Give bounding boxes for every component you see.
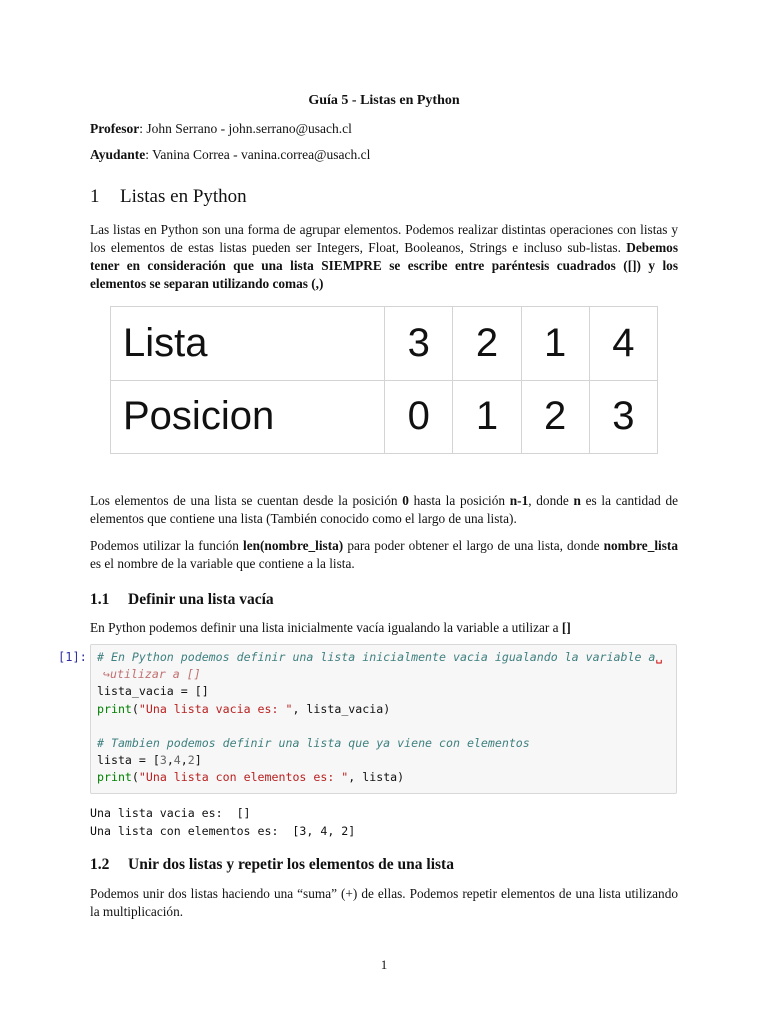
- subsection-heading: [90, 591, 274, 609]
- table-row: [111, 307, 658, 381]
- bold-span: len(nombre_lista): [243, 538, 344, 553]
- subsection-number: 1.2: [90, 856, 110, 873]
- profesor-value: : John Serrano - john.serrano@usach.cl: [139, 121, 352, 136]
- intro-text: Las listas en Python son una forma de agrupar elementos. Podemos realizar distintas operaciones con listas y los elementos de estas listas pueden ser Integers, Float, Booleanos, Strings e incluso sub-listas.: [90, 222, 678, 255]
- line-wrap-icon: ␣: [655, 650, 663, 664]
- cell-value: 1: [453, 380, 521, 454]
- row-label: Posicion: [111, 380, 385, 454]
- code-number: 2: [187, 753, 195, 768]
- output-line: Una lista vacia es: []: [90, 806, 251, 820]
- cell-prompt: [1]:: [58, 650, 87, 664]
- cell-value: 4: [589, 307, 657, 381]
- code-keyword: print: [97, 770, 132, 785]
- section-heading: [90, 186, 247, 208]
- bold-span: n-1: [509, 493, 529, 508]
- cell-output: [90, 805, 355, 840]
- code-string: "Una lista vacia es: ": [138, 701, 293, 716]
- empty-list-paragraph: [90, 619, 678, 637]
- cell-value: 2: [453, 307, 521, 381]
- ayudante-label: Ayudante: [90, 147, 146, 162]
- elements-paragraph: [90, 492, 678, 528]
- subsection-number: 1.1: [90, 591, 110, 608]
- subsection-heading: [90, 856, 454, 874]
- cell-value: 2: [521, 380, 589, 454]
- code-content: # En Python podemos definir una lista inicialmente vacia igualando la variable a␣ ↪utilizar a [] lista_vacia = [] print("Una lista vacia es: ", lista_vacia) # Tambien podemos definir una lista que ya viene con elementos lista = [3,4,2] print("Una lista con elementos es: ", lista): [97, 650, 663, 785]
- document-title: Guía 5 - Listas en Python: [308, 93, 460, 108]
- code-line: lista = [: [97, 753, 160, 768]
- code-comment: # Tambien podemos definir una lista que ya viene con elementos: [97, 736, 530, 751]
- code-line: , lista_vacia): [292, 701, 391, 716]
- cell-value: 1: [521, 307, 589, 381]
- text-span: es la cantidad de elementos que contiene una lista (También conocido como el largo de una lista).: [90, 493, 679, 526]
- list-position-figure: [110, 306, 658, 454]
- text-span: para poder obtener el largo de una lista, donde: [343, 538, 604, 553]
- text-span: hasta la posición: [408, 493, 510, 508]
- code-comment-continuation: ↪utilizar a []: [103, 667, 201, 682]
- text-span: , donde: [528, 493, 574, 508]
- text-span: Podemos utilizar la función: [90, 538, 244, 553]
- code-number: 3: [159, 753, 167, 768]
- output-line: Una lista con elementos es: [3, 4, 2]: [90, 823, 356, 838]
- code-cell[interactable]: [90, 644, 677, 794]
- row-label: Lista: [111, 307, 385, 381]
- ayudante-value: : Vanina Correa - vanina.correa@usach.cl: [145, 147, 371, 162]
- code-number: 4: [173, 753, 181, 768]
- intro-bold-text: Debemos tener en consideración que una lista SIEMPRE se escribe entre paréntesis cuadrados ([]) y los elementos se separan utilizando comas (,): [90, 240, 678, 291]
- text-span: En Python podemos definir una lista inicialmente vacía igualando la variable a utilizar a: [90, 620, 562, 635]
- profesor-line: [90, 121, 352, 137]
- cell-value: 3: [385, 307, 453, 381]
- profesor-label: Profesor: [90, 121, 140, 136]
- subsection-title: Definir una lista vacía: [128, 591, 274, 608]
- cell-value: 0: [385, 380, 453, 454]
- bold-span: nombre_lista: [603, 538, 678, 553]
- list-position-table: [110, 306, 658, 454]
- bold-span: 0: [402, 493, 409, 508]
- subsection-title: Unir dos listas y repetir los elementos de una lista: [128, 856, 454, 873]
- code-string: "Una lista con elementos es: ": [138, 770, 349, 785]
- section-title: Listas en Python: [120, 186, 247, 207]
- len-paragraph: [90, 537, 678, 573]
- bold-span: n: [573, 493, 581, 508]
- code-line: lista_vacia = []: [97, 684, 209, 699]
- code-comment: # En Python podemos definir una lista inicialmente vacia igualando la variable a: [97, 650, 656, 664]
- code-keyword: print: [97, 701, 132, 716]
- code-line: , lista): [348, 770, 405, 785]
- text-span: es el nombre de la variable que contiene a la lista.: [90, 556, 355, 571]
- section-number: 1: [90, 186, 100, 207]
- cell-value: 3: [589, 380, 657, 454]
- bold-span: []: [561, 620, 571, 635]
- page-number: 1: [380, 957, 388, 972]
- join-paragraph: Podemos unir dos listas haciendo una “suma” (+) de ellas. Podemos repetir elementos de una lista utilizando la multiplicación.: [90, 886, 678, 919]
- text-span: Los elementos de una lista se cuentan desde la posición: [90, 493, 403, 508]
- intro-paragraph: [90, 221, 678, 293]
- ayudante-line: [90, 147, 370, 163]
- table-row: [111, 380, 658, 454]
